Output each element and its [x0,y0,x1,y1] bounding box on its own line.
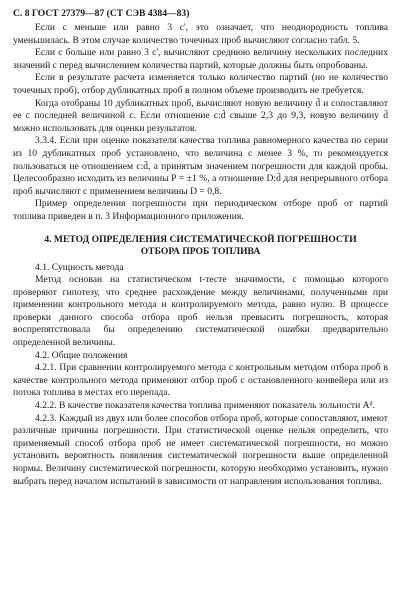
paragraph: Пример определения погрешности при периодическом отборе проб от партий топлива приведен в п. 3 Информационного приложения. [13,198,388,222]
paragraph: Если с больше или равно 3 с', вычисляют среднюю величину нескольких последних значений с перед вычислением количества партий, которые должны быть опробованы. [13,47,388,71]
document-body [13,22,388,488]
section-title [13,234,388,258]
paragraph: 4.2.1. При сравнении контролируемого метода с контрольным методом отбора проб в качестве контрольного метода применяют отбор проб с остановленного конвейера или из потока топлива в местах его перепада. [13,362,388,399]
paragraph: 4.2.3. Каждый из двух или более способов отбора проб, которые сопоставляют, имеют различные причины погрешности. При статистической оценке нельзя определить, что применяемый способ отбора проб не имеет систематической погрешности, но можно установить вероятность появления систематической погрешности выше определенной нормы. Величину систематической погрешности, которую необходимо установить, нужно выбрать перед началом испытаний в зависимости от направления использования топлива. [13,412,388,487]
subsection-heading: 4.1. Сущность метода [35,261,124,273]
section-title-line: ОТБОРА ПРОБ ТОПЛИВА [140,245,261,257]
subsection-heading: 4.2. Общие положения [35,349,128,361]
paragraph: Если с меньше или равно 3 с', это означает, что неоднородность топлива уменьшилась. В этом случае количество точечных проб вычисляют согласно табл. 5. [13,22,388,46]
section-title-line: 4. МЕТОД ОПРЕДЕЛЕНИЯ СИСТЕМАТИЧЕСКОЙ ПОГРЕШНОСТИ [44,233,357,245]
paragraph: 3.3.4. Если при оценке показателя качества топлива равномерного качества по серии из 10 дубликатных проб установлено, что величина с менее 3 %, то рекомендуется пользоваться не отношением с:d̄, а принятым значением погрешности для каждой пробы. Целесообразно исходить из величины P = ±1 %, а отношение D:d̄ для непрерывного отбора проб вычисляют с применением величины D = 0,8. [13,135,388,197]
paragraph: Метод основан на статистическом t-тесте значимости, с помощью которого проверяют гипотезу, что среднее расхождение между величинами, полученными при применении контрольного метода и контролируемого метода, равно нулю. В процессе проверки данного способа отбора проб нельзя превысить погрешность, которая воспрепятствовала бы определению систематической ошибки предварительно определенной величины. [13,274,388,349]
paragraph: Если в результате расчета изменяется только количество партий (но не количество точечных проб), отбор дубликатных проб в полном объеме производить не требуется. [13,72,388,96]
paragraph: 4.2.2. В качестве показателя качества топлива применяют показатель зольности Aᵈ. [35,400,375,412]
page-header: С. 8 ГОСТ 27379—87 (СТ СЭВ 4384—83) [13,8,190,19]
paragraph: Когда отобраны 10 дубликатных проб, вычисляют новую величину d̄ и сопоставляют ее с последней величиной с. Если отношение с:d̄ свыше 2,3 до 9,3, новую величину d̄ можно использовать для оценки результатов. [13,97,388,134]
